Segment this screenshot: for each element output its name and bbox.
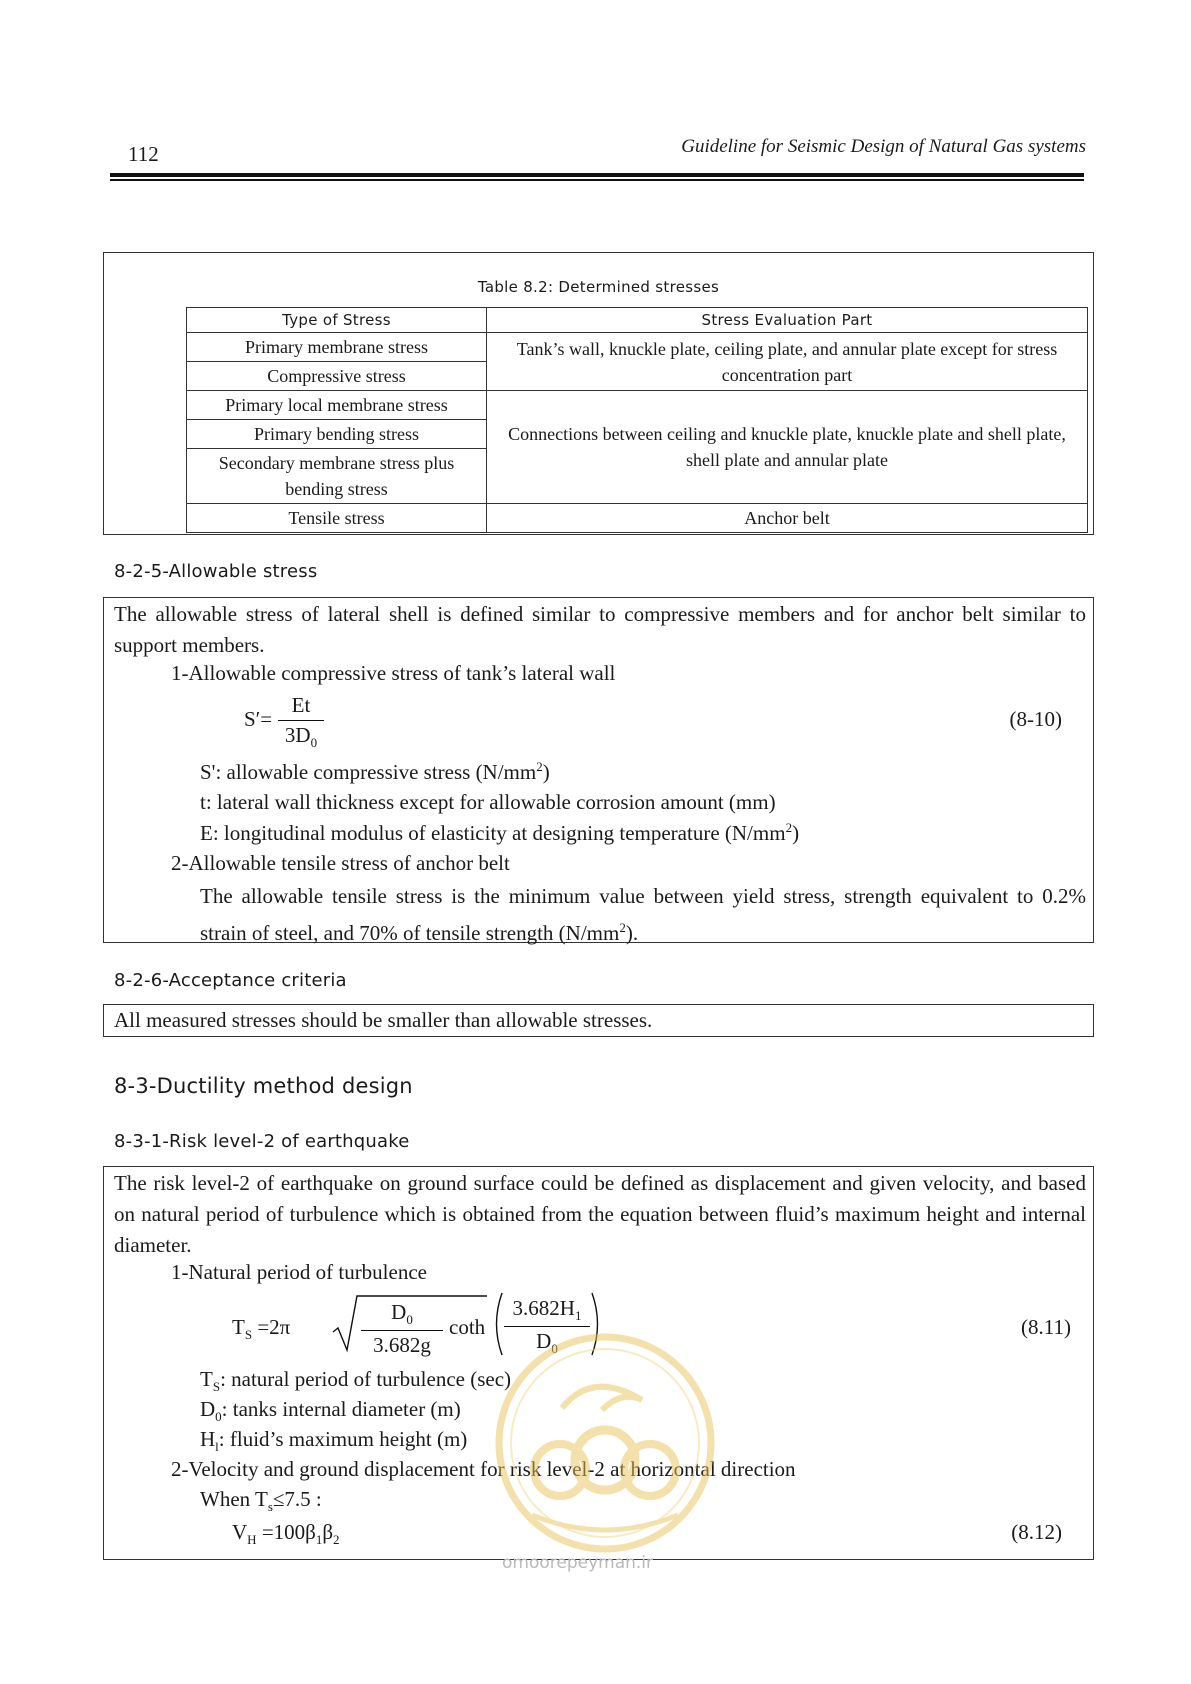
definition-line: S': allowable compressive stress $(N/mm^2)$	[200, 759, 550, 784]
fraction-numerator: $3.682H_1$	[512, 1296, 582, 1324]
header-rule-thick	[110, 173, 1084, 177]
definition-line: E: longitudinal modulus of elasticity at designing temperature $(N/mm^2)$	[200, 820, 800, 845]
list-item: 2-Allowable tensile stress of anchor belt	[171, 851, 510, 875]
allowable-stress-box	[103, 597, 1094, 943]
fraction-denominator: $D_0$	[536, 1329, 558, 1357]
acceptance-criteria-box	[103, 1004, 1094, 1037]
fraction-denominator: $3D_0$	[284, 723, 318, 751]
fraction-bar	[278, 720, 324, 721]
watermark-text: omoorepeyman.ir	[502, 1553, 654, 1573]
equation-fraction	[278, 693, 324, 751]
stress-type-cell: Compressive stress	[187, 362, 487, 391]
definition-line: $D_0$: tanks internal diameter (m)	[200, 1397, 461, 1425]
stress-type-cell: Tensile stress	[187, 504, 487, 533]
equation-lhs: $V_H =100\beta_1\beta_2$	[232, 1520, 340, 1548]
paragraph: The allowable stress of lateral shell is defined similar to compressive members and for anchor belt similar to support members.	[114, 602, 1086, 657]
list-item: 1-Natural period of turbulence	[171, 1260, 427, 1284]
stress-table	[186, 307, 1088, 533]
paragraph: The risk level-2 of earthquake on ground surface could be defined as displacement and given velocity, and based on natural period of turbulence which is obtained from the equation between fluid’s maximum height and internal diameter.	[114, 1171, 1086, 1257]
paragraph: All measured stresses should be smaller than allowable stresses.	[114, 1008, 653, 1032]
section-heading-acceptance-criteria: 8-2-6-Acceptance criteria	[114, 970, 347, 991]
table-caption: Table 8.2: Determined stresses	[477, 278, 720, 296]
stress-type-cell: Primary membrane stress	[187, 333, 487, 362]
condition-line: When $T_s\le 7.5$ :	[200, 1487, 322, 1515]
fraction-numerator: Et	[291, 693, 311, 717]
stress-type-cell: Primary bending stress	[187, 420, 487, 449]
fraction-numerator: $D_0$	[391, 1300, 413, 1328]
section-heading-allowable-stress: 8-2-5-Allowable stress	[114, 561, 318, 582]
table-row	[187, 504, 1088, 533]
sqrt-fraction	[361, 1300, 443, 1358]
table-frame	[103, 252, 1094, 535]
equation-lhs: $T_S =2\pi$	[232, 1315, 291, 1343]
evaluation-part-cell: Tank’s wall, knuckle plate, ceiling plate, and annular plate except for stress concentration part	[487, 333, 1088, 391]
evaluation-part-cell: Connections between ceiling and knuckle plate, knuckle plate and shell plate, shell plate and annular plate	[487, 391, 1088, 504]
coth-label: coth	[449, 1315, 486, 1339]
section-heading-ductility: 8-3-Ductility method design	[114, 1074, 413, 1098]
header-rule-thin	[110, 179, 1084, 181]
page-number: 112	[128, 142, 159, 166]
watermark-seal-icon	[492, 1330, 718, 1556]
running-title: Guideline for Seismic Design of Natural Gas systems	[681, 136, 1086, 157]
table-row	[187, 333, 1088, 362]
definition-line: $T_S$: natural period of turbulence (sec)	[200, 1367, 512, 1395]
paragraph: The allowable tensile stress is the minimum value between yield stress, strength equivalent to 0.2% strain of steel, and 70% of tensile strength $(N/mm^2)$.	[200, 884, 1086, 945]
evaluation-part-cell: Anchor belt	[487, 504, 1088, 533]
equation-lhs: S′=	[244, 707, 273, 731]
stress-type-cell: Primary local membrane stress	[187, 391, 487, 420]
column-header: Type of Stress	[187, 308, 487, 333]
list-item: 1-Allowable compressive stress of tank’s lateral wall	[171, 661, 616, 685]
stress-type-cell: Secondary membrane stress plus bending stress	[187, 449, 487, 504]
column-header: Stress Evaluation Part	[487, 308, 1088, 333]
equation-number: (8.12)	[1011, 1520, 1062, 1544]
section-heading-risk-level: 8-3-1-Risk level-2 of earthquake	[114, 1131, 410, 1152]
definition-line: t: lateral wall thickness except for allowable corrosion amount (mm)	[200, 790, 776, 814]
table-header-row	[187, 308, 1088, 333]
equation-number: (8.11)	[1021, 1315, 1071, 1339]
fraction-bar	[361, 1330, 443, 1331]
fraction-bar	[504, 1326, 590, 1327]
equation-number: (8-10)	[1009, 707, 1062, 731]
list-item: 2-Velocity and ground displacement for risk level-2 at horizontal direction	[171, 1457, 796, 1481]
table-row	[187, 391, 1088, 420]
fraction-denominator: 3.682g	[373, 1333, 431, 1358]
definition-line: $H_l$: fluid’s maximum height (m)	[200, 1427, 468, 1455]
